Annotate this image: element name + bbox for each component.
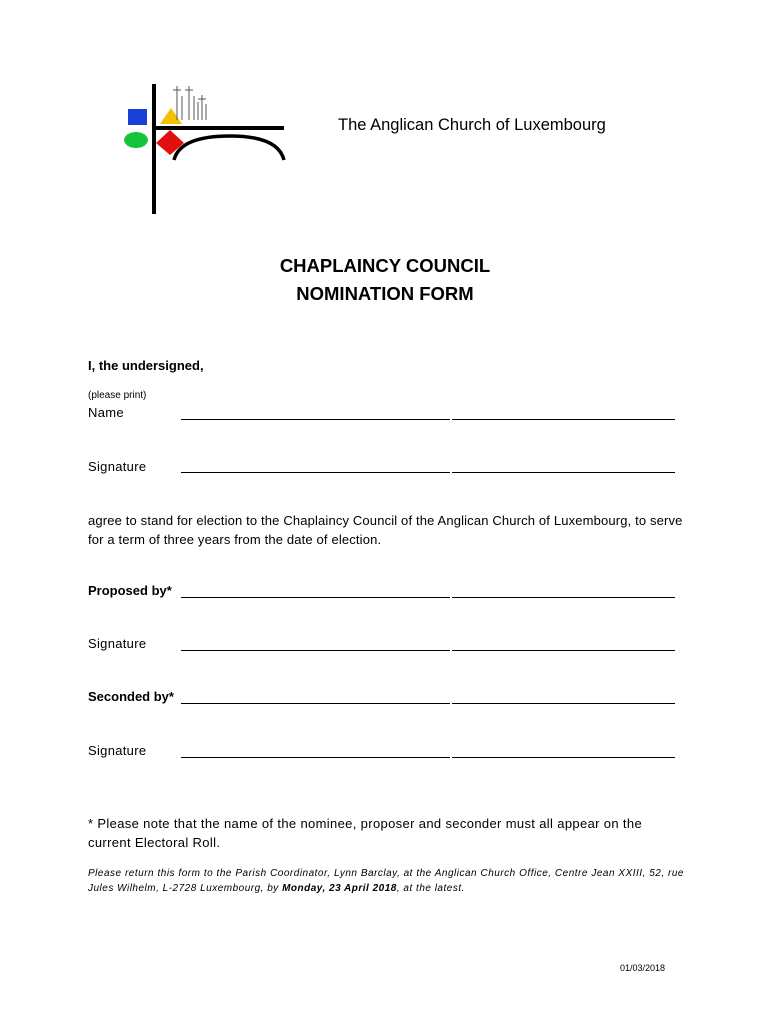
seconder-signature-label: Signature [88, 743, 147, 758]
return-instructions-text: Please return this form to the Parish Coordinator, Lynn Barclay, at the Anglican Church Office, Centre Jean XXIII, 52, rue Jules Wilhelm, L-2728 Luxembourg, by [88, 868, 684, 894]
seconded-by-label: Seconded by* [88, 689, 174, 704]
church-name: The Anglican Church of Luxembourg [338, 116, 606, 134]
name-label: Name [88, 405, 124, 420]
return-deadline: Monday, 23 April 2018 [282, 883, 397, 894]
electoral-roll-footnote: * Please note that the name of the nominee, proposer and seconder must all appear on the current Electoral Roll. [88, 816, 643, 850]
agreement-text: agree to stand for election to the Chaplaincy Council of the Anglican Church of Luxembourg, to serve for a term of three years from the date of election. [88, 513, 683, 547]
nominee-signature-label: Signature [88, 459, 147, 474]
logo-horizontal-bar [152, 126, 284, 130]
proposed-by-field[interactable] [181, 597, 675, 598]
form-date: 01/03/2018 [620, 963, 666, 973]
proposed-by-label: Proposed by* [88, 583, 172, 598]
please-print-note: (please print) [88, 390, 147, 401]
logo-blue-square [128, 109, 147, 125]
logo-vertical-bar [152, 84, 156, 214]
proposer-signature-field[interactable] [181, 650, 675, 651]
seconder-signature-field[interactable] [181, 757, 675, 758]
logo-crosses [173, 86, 206, 120]
form-title-line-2: NOMINATION FORM [296, 283, 474, 304]
name-field[interactable] [181, 419, 675, 420]
intro-text: I, the undersigned, [88, 358, 204, 373]
nominee-signature-field[interactable] [181, 472, 675, 473]
logo-yellow-triangle [160, 108, 182, 124]
church-logo [110, 80, 290, 220]
form-title-line-1: CHAPLAINCY COUNCIL [279, 255, 491, 276]
logo-green-ellipse [124, 132, 148, 148]
logo-arch [174, 136, 284, 160]
return-instructions [88, 866, 684, 896]
proposer-signature-label: Signature [88, 636, 147, 651]
seconded-by-field[interactable] [181, 703, 675, 704]
return-instructions-end: , at the latest. [396, 883, 465, 894]
